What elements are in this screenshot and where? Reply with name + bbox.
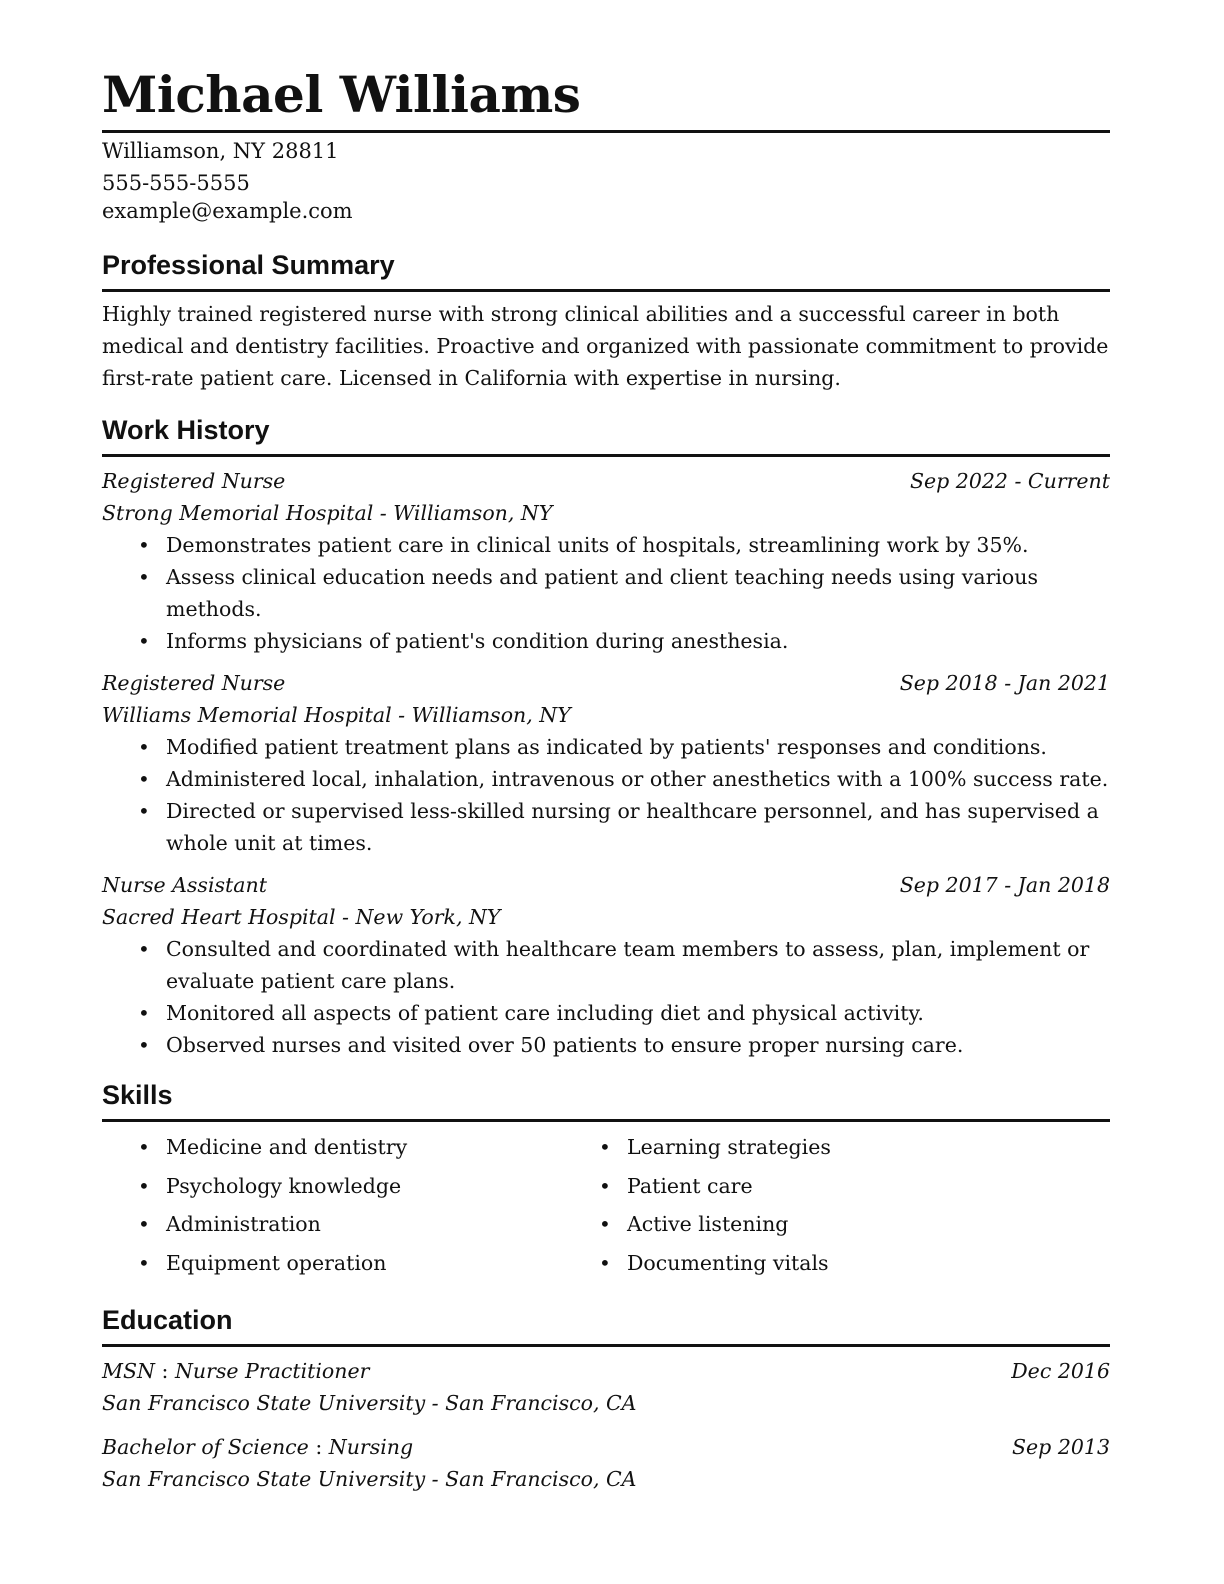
education-separator: : <box>308 1435 329 1459</box>
skill-item: • Psychology knowledge <box>166 1167 563 1206</box>
job-title-line <box>102 465 1110 497</box>
education-school-line <box>102 1463 1110 1495</box>
education-school: San Francisco State University - San Francisco, CA <box>102 1391 637 1415</box>
summary-section <box>102 247 1110 394</box>
skill-item: • Learning strategies <box>627 1128 1023 1167</box>
job-employer-line <box>102 497 1110 529</box>
summary-divider <box>102 289 1110 292</box>
job-dates: Sep 2018 - Jan 2021 <box>899 671 1110 695</box>
education-separator: : <box>154 1359 175 1383</box>
job-bullet: • Modified patient treatment plans as indicated by patients' responses and conditions. <box>166 731 1110 763</box>
skill-item: • Medicine and dentistry <box>166 1128 563 1167</box>
education-entry <box>102 1355 1110 1419</box>
work-history-section <box>102 412 1110 1061</box>
education-degree-line <box>102 1355 1110 1387</box>
job-bullets <box>102 529 1110 657</box>
contact-block <box>102 135 1110 227</box>
section-title-summary: Professional Summary <box>102 250 395 280</box>
skills-column-left <box>102 1128 563 1282</box>
skill-item: • Equipment operation <box>166 1244 563 1283</box>
job-bullet: • Consulted and coordinated with healthcare team members to assess, plan, implement or evaluate patient care plans. <box>166 933 1110 997</box>
contact-email: example@example.com <box>102 199 353 223</box>
job-bullet: • Administered local, inhalation, intravenous or other anesthetics with a 100% success rate. <box>166 763 1110 795</box>
education-entry <box>102 1431 1110 1495</box>
skills-grid <box>102 1128 1110 1282</box>
skills-section <box>102 1077 1110 1282</box>
skills-divider <box>102 1119 1110 1122</box>
job-bullet: • Directed or supervised less-skilled nursing or healthcare personnel, and has supervised a whole unit at times. <box>166 795 1110 859</box>
job-entry <box>102 667 1110 859</box>
section-title-education: Education <box>102 1305 233 1335</box>
job-employer: Williams Memorial Hospital - Williamson, NY <box>102 703 571 727</box>
job-entry <box>102 869 1110 1061</box>
contact-phone: 555-555-5555 <box>102 171 250 195</box>
work-history-divider <box>102 454 1110 457</box>
job-dates: Sep 2017 - Jan 2018 <box>899 873 1110 897</box>
education-degree-line <box>102 1431 1110 1463</box>
education-school-line <box>102 1387 1110 1419</box>
section-title-skills: Skills <box>102 1080 173 1110</box>
job-title: Nurse Assistant <box>102 873 267 897</box>
education-degree: Bachelor of Science <box>102 1435 309 1459</box>
job-bullet: • Assess clinical education needs and patient and client teaching needs using various methods. <box>166 561 1110 625</box>
education-degree-group <box>102 1355 369 1387</box>
education-section <box>102 1302 1110 1495</box>
section-title-work-history: Work History <box>102 415 270 445</box>
skills-column-right <box>563 1128 1023 1282</box>
summary-text: Highly trained registered nurse with strong clinical abilities and a successful career in both medical and dentistry facilities. Proactive and organized with passionate commitment to provide first-rate patient care. Licensed in California with expertise in nursing. <box>102 302 1109 390</box>
skill-item: • Administration <box>166 1205 563 1244</box>
job-bullet: • Observed nurses and visited over 50 patients to ensure proper nursing care. <box>166 1029 1110 1061</box>
job-bullet: • Demonstrates patient care in clinical units of hospitals, streamlining work by 35%. <box>166 529 1110 561</box>
job-bullets <box>102 731 1110 859</box>
education-date: Dec 2016 <box>1011 1359 1110 1383</box>
header-divider <box>102 130 1110 133</box>
job-employer: Sacred Heart Hospital - New York, NY <box>102 905 501 929</box>
job-bullets <box>102 933 1110 1061</box>
job-dates: Sep 2022 - Current <box>909 469 1110 493</box>
job-bullet: • Informs physicians of patient's condition during anesthesia. <box>166 625 1110 657</box>
education-degree: MSN <box>102 1359 155 1383</box>
job-title-line <box>102 667 1110 699</box>
job-title: Registered Nurse <box>102 469 286 493</box>
job-bullet: • Monitored all aspects of patient care including diet and physical activity. <box>166 997 1110 1029</box>
job-employer-line <box>102 901 1110 933</box>
candidate-name: Michael Williams <box>102 65 581 124</box>
skill-item: • Patient care <box>627 1167 1023 1206</box>
contact-location: Williamson, NY 28811 <box>102 139 339 163</box>
skill-item: • Active listening <box>627 1205 1023 1244</box>
education-school: San Francisco State University - San Francisco, CA <box>102 1467 637 1491</box>
skill-item: • Documenting vitals <box>627 1244 1023 1283</box>
education-field: Nurse Practitioner <box>174 1359 370 1383</box>
education-date: Sep 2013 <box>1012 1435 1110 1459</box>
job-employer-line <box>102 699 1110 731</box>
resume-page <box>102 60 1110 1495</box>
job-title-line <box>102 869 1110 901</box>
job-entry <box>102 465 1110 657</box>
job-title: Registered Nurse <box>102 671 286 695</box>
job-employer: Strong Memorial Hospital - Williamson, NY <box>102 501 553 525</box>
education-degree-group <box>102 1431 413 1463</box>
education-field: Nursing <box>328 1435 414 1459</box>
education-divider <box>102 1344 1110 1347</box>
